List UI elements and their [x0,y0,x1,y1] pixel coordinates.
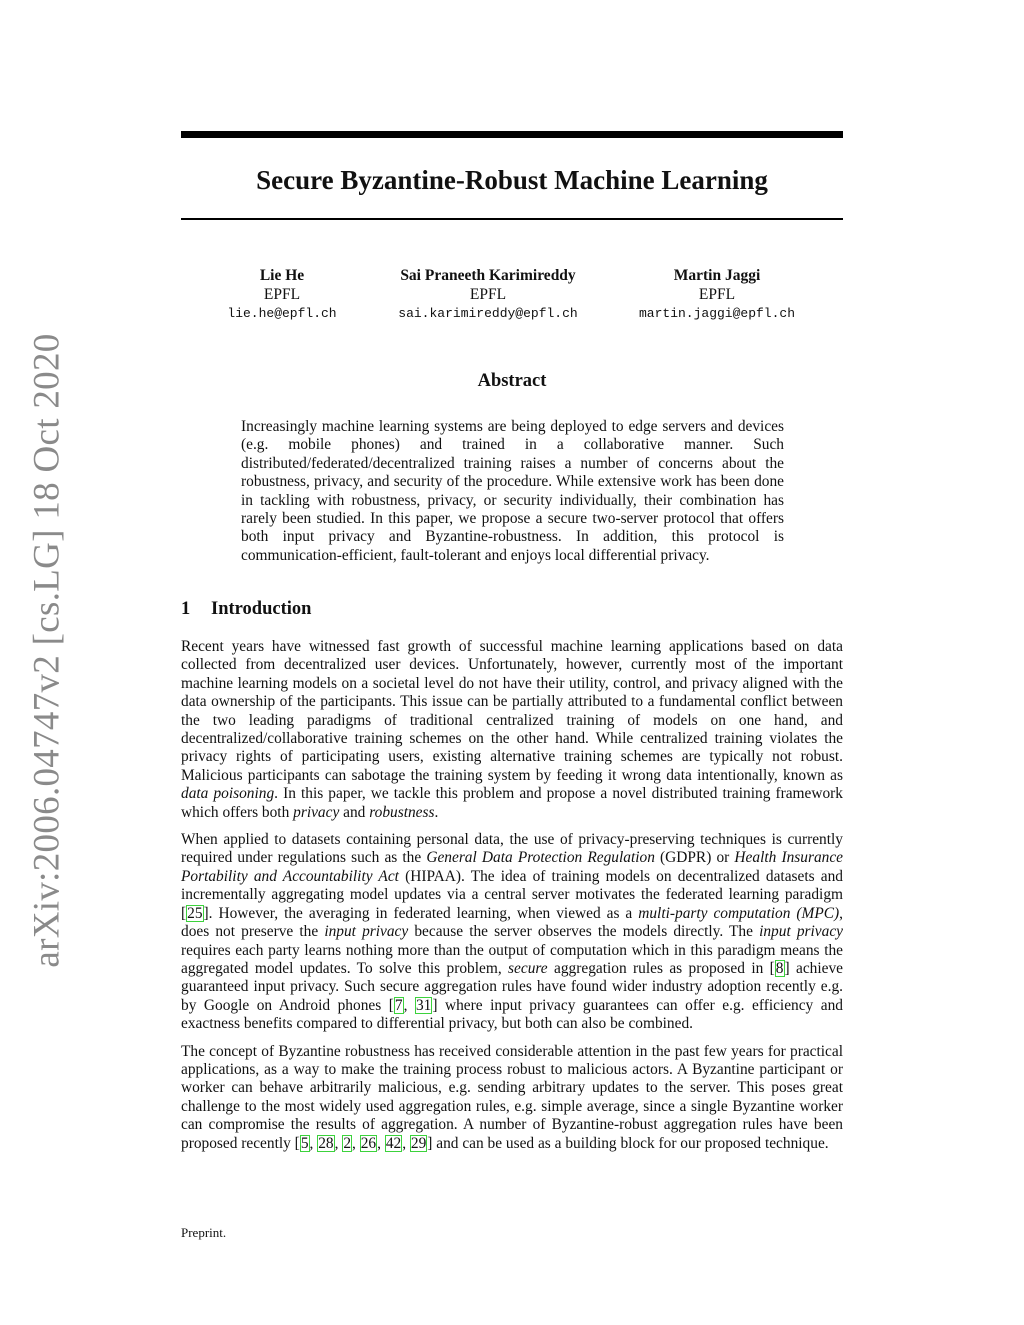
title-bottom-rule [181,218,843,220]
title-top-rule [181,131,843,138]
paper-title: Secure Byzantine-Robust Machine Learning [256,165,768,195]
paragraph-3: The concept of Byzantine robustness has received considerable attention in the past few years for practical applications, as a way to make the training process robust to malicious actors. A Byzantine participant or worker can behave arbitrarily malicious, e.g. sending arbitrary updates to the server. This poses great challenge to the most widely used aggregation rules, e.g. simple average, since a single Byzantine worker can compromise the results of aggregation. A number of Byzantine-robust aggregation rules have been proposed recently [5, 28, 2, 26, 42, 29] and can be used as a building block for our proposed technique. [181,1042,843,1152]
paragraph-1: Recent years have witnessed fast growth of successful machine learning applications based on data collected from decentralized user devices. Unfortunately, however, currently most of the important machine learning models on a societal level do not have their utility, control, and privacy aligned with the data ownership of the participants. This issue can be partially attributed to a fundamental conflict between the two leading paradigms of traditional centralized training of models on one hand, and decentralized/collaborative training schemes on the other hand. While centralized training violates the privacy rights of participating users, existing alternative training schemes are typically not robust. Malicious participants can sabotage the training system by feeding it wrong data intentionally, known as data poisoning. In this paper, we tackle this problem and propose a novel distributed training framework which offers both privacy and robustness. [181,638,843,821]
section-number: 1 [181,599,191,619]
citation-link[interactable]: 28 [318,1134,334,1152]
citation-link[interactable]: 31 [415,996,432,1014]
author-3 [602,266,832,324]
paragraph-2: When applied to datasets containing personal data, the use of privacy-preserving techniques is currently required under regulations such as the General Data Protection Regulation (GDPR) or Health Insurance Portability and Accountability Act (HIPAA). The idea of training models on decentralized datasets and incrementally aggregating model updates via a central server motivates the federated learning paradigm [25]. However, the averaging in federated learning, when viewed as a multi-party computation (MPC), does not preserve the input privacy because the server observes the models directly. The input privacy requires each party learns nothing more than the output of computation which in this paradigm means the aggregated model updates. To solve this problem, secure aggregation rules as proposed in [8] achieve guaranteed input privacy. Such secure aggregation rules have found wider industry adoption recently e.g. by Google on Android phones [7, 31] where input privacy guarantees can offer e.g. efficiency and exactness benefits compared to differential privacy, but both can also be combined. [181,831,843,1033]
author-2 [373,266,603,324]
abstract-text: Increasingly machine learning systems are being deployed to edge servers and devices (e.g. mobile phones) and trained in a collaborative manner. Such distributed/federated/decentralized training raises a number of concerns about the robustness, privacy, and security of the procedure. While extensive work has been done in tackling with robustness, privacy, or security individually, their combination has rarely been studied. In this paper, we propose a secure two-server protocol that offers both input privacy and Byzantine-robustness. In addition, this protocol is communication-efficient, fault-tolerant and enjoys local differential privacy. [241,418,784,564]
arxiv-identifier-text: arXiv:2006.04747v2 [cs.LG] 18 Oct 2020 [26,332,68,968]
citation-link[interactable]: 29 [410,1134,427,1152]
abstract-heading: Abstract [477,371,547,391]
author-1 [167,266,397,324]
author-name: Martin Jaggi [673,267,761,284]
author-email[interactable]: sai.karimireddy@epfl.ch [398,306,578,321]
author-email[interactable]: martin.jaggi@epfl.ch [638,306,796,321]
section-title: Introduction [211,599,312,619]
introduction-body [181,638,843,1162]
section-heading [181,597,843,621]
citation-link[interactable]: 5 [300,1134,309,1152]
citation-link[interactable]: 8 [775,959,784,977]
citation-link[interactable]: 2 [343,1134,352,1152]
author-name: Lie He [259,267,305,284]
author-block [181,266,843,326]
citation-link[interactable]: 7 [394,996,403,1014]
citation-link[interactable]: 42 [385,1134,402,1152]
author-email[interactable]: lie.he@epfl.ch [227,306,337,321]
author-affiliation: EPFL [698,286,736,303]
author-affiliation: EPFL [469,286,507,303]
citation-link[interactable]: 26 [360,1134,377,1152]
author-affiliation: EPFL [263,286,301,303]
author-name: Sai Praneeth Karimireddy [400,267,576,284]
footer-preprint: Preprint. [181,1225,227,1240]
citation-link[interactable]: 25 [187,904,203,922]
arxiv-identifier [17,332,77,968]
